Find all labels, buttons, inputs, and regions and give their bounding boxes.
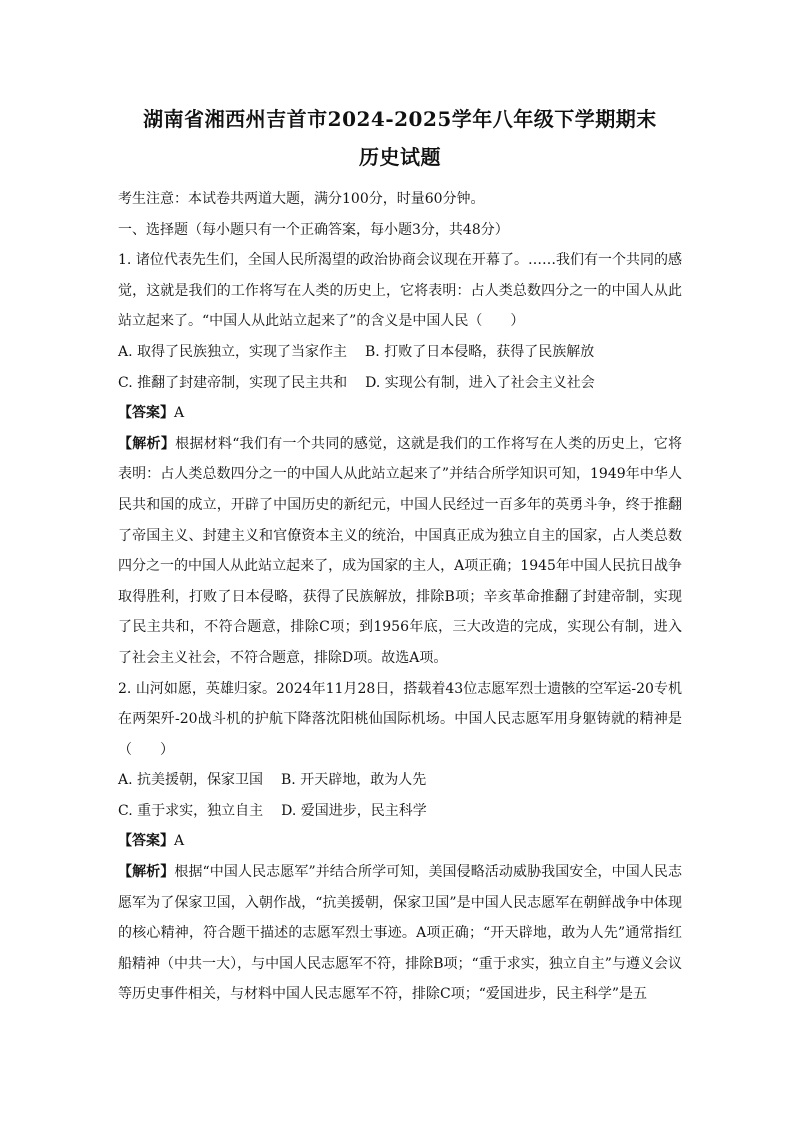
options-row bbox=[118, 796, 682, 827]
answer-value: A bbox=[174, 405, 185, 422]
section-heading: 一、选择题（每小题只有一个正确答案，每小题3分，共48分） bbox=[118, 221, 509, 238]
answer-line bbox=[118, 826, 682, 857]
option-c: C. 重于求实，独立自主 bbox=[118, 802, 264, 819]
option-c: C. 推翻了封建帝制，实现了民主共和 bbox=[118, 374, 348, 391]
option-d: D. 爱国进步，民主科学 bbox=[281, 802, 427, 819]
document-subtitle: 历史试题 bbox=[359, 145, 441, 169]
answer-value: A bbox=[174, 833, 185, 850]
answer-tag: 【答案】 bbox=[118, 405, 174, 422]
analysis-tag: 【解析】 bbox=[118, 435, 176, 452]
analysis-tag: 【解析】 bbox=[118, 864, 175, 881]
question-stem: 2. 山河如愿，英雄归家。2024年11月28日，搭载着43位志愿军烈士遗骸的空军运-20专机在两架歼-20战斗机的护航下降落沈阳桃仙国际机场。中国人民志愿军用身躯铸就的精神是（ ） bbox=[118, 680, 682, 758]
option-a: A. 抗美援朝，保家卫国 bbox=[118, 772, 264, 789]
exam-notice: 考生注意：本试卷共两道大题，满分100分，时量60分钟。 bbox=[118, 191, 485, 207]
answer-tag: 【答案】 bbox=[118, 833, 174, 850]
options-row bbox=[118, 368, 682, 399]
analysis-paragraph bbox=[118, 857, 682, 1010]
analysis-text: 根据材料“我们有一个共同的感觉，这就是我们的工作将写在人类的历史上，它将表明：占人类总数四分之一的中国人从此站立起来了”并结合所学知识可知，1949年中华人民共和国的成立，开辟了中国历史的新纪元，中国人民经过一百多年的英勇斗争，终于推翻了帝国主义、封建主义和官僚资本主义的统治，中国真正成为独立自主的国家，占人类总数四分之一的中国人从此站立起来了，成为国家的主人，A项正确；1945年中国人民抗日战争取得胜利，打败了日本侵略，获得了民族解放，排除B项；辛亥革命推翻了封建帝制，实现了民主共和，不符合题意，排除C项；到1956年底，三大改造的完成，实现公有制，进入了社会主义社会，不符合题意，排除D项。故选A项。 bbox=[118, 435, 683, 666]
options-row bbox=[118, 765, 682, 796]
question-2 bbox=[118, 674, 682, 1011]
option-a: A. 取得了民族独立，实现了当家作主 bbox=[118, 343, 348, 360]
question-stem: 1. 诸位代表先生们，全国人民所渴望的政治协商会议现在开幕了。……我们有一个共同的感觉，这就是我们的工作将写在人类的历史上，它将表明：占人类总数四分之一的中国人从此站立起来了。“中国人从此站立起来了”的含义是中国人民（ ） bbox=[118, 252, 682, 330]
option-b: B. 打败了日本侵略，获得了民族解放 bbox=[365, 343, 595, 360]
analysis-text: 根据“中国人民志愿军”并结合所学可知，美国侵略活动威胁我国安全，中国人民志愿军为了保家卫国，入朝作战，“抗美援朝，保家卫国”是中国人民志愿军在朝鲜战争中体现的核心精神，符合题干描述的志愿军烈士事迹。A项正确；“开天辟地，敢为人先”通常指红船精神（中共一大），与中国人民志愿军不符，排除B项；“重于求实，独立自主”与遵义会议等历史事件相关，与材料中国人民志愿军不符，排除C项；“爱国进步，民主科学”是五 bbox=[118, 864, 683, 1003]
document-title: 湖南省湘西州吉首市2024-2025学年八年级下学期期末 bbox=[143, 107, 657, 131]
options-row bbox=[118, 337, 682, 368]
analysis-paragraph bbox=[118, 429, 682, 674]
question-1 bbox=[118, 245, 682, 673]
option-b: B. 开天辟地，敢为人先 bbox=[281, 772, 427, 789]
option-d: D. 实现公有制，进入了社会主义社会 bbox=[365, 374, 595, 391]
answer-line bbox=[118, 398, 682, 429]
